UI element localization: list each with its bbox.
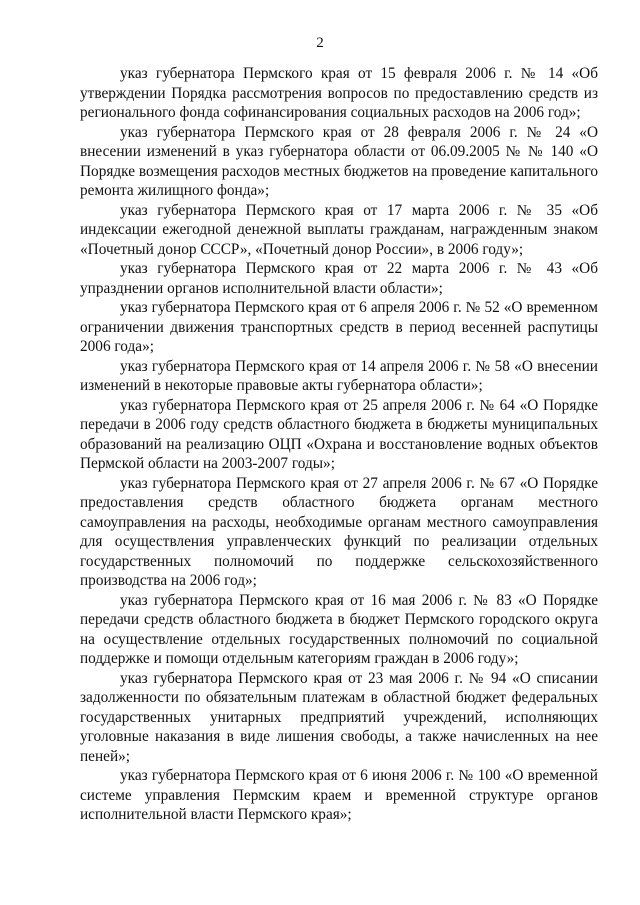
decree-paragraph: указ губернатора Пермского края от 14 апреля 2006 г. № 58 «О внесении изменений в некоторые правовые акты губернатора области»;	[80, 357, 598, 394]
decree-paragraph: указ губернатора Пермского края от 27 апреля 2006 г. № 67 «О Порядке предоставления средств областного бюджета органам местного самоуправления на расходы, необходимые органам местного самоуправления для осуществления управленческих функций по реализации отдельных государственных полномочий по поддержке сельскохозяйственного производства на 2006 год»;	[80, 474, 598, 589]
decree-paragraph: указ губернатора Пермского края от 6 апреля 2006 г. № 52 «О временном ограничении движения транспортных средств в период весенней распутицы 2006 года»;	[80, 299, 598, 355]
decree-paragraph: указ губернатора Пермского края от 17 марта 2006 г. № 35 «Об индексации ежегодной денежной выплаты гражданам, награжденным знаком «Почетный донор СССР», «Почетный донор России», в 2006 году»;	[80, 201, 598, 258]
decree-paragraph: указ губернатора Пермского края от 22 марта 2006 г. № 43 «Об упразднении органов исполнительной власти области»;	[80, 260, 598, 297]
decree-paragraph: указ губернатора Пермского края от 25 апреля 2006 г. № 64 «О Порядке передачи в 2006 году средств областного бюджета в бюджеты муниципальных образований на реализацию ОЦП «Охрана и восстановление водных объектов Пермской области на 2003-2007 годы»;	[80, 396, 598, 472]
decree-paragraph: указ губернатора Пермского края от 15 февраля 2006 г. № 14 «Об утверждении Порядка рассмотрения вопросов по предоставлению средств из регионального фонда софинансирования социальных расходов на 2006 год»;	[80, 65, 598, 121]
decree-paragraph: указ губернатора Пермского края от 6 июня 2006 г. № 100 «О временной системе управления Пермским краем и временной структуре органов исполнительной власти Пермского края»;	[80, 767, 598, 823]
page-number: 2	[316, 35, 324, 51]
decree-list	[80, 64, 598, 825]
decree-paragraph: указ губернатора Пермского края от 16 мая 2006 г. № 83 «О Порядке передачи средств областного бюджета в бюджет Пермского городского округа на осуществление отдельных государственных полномочий по социальной поддержке и помощи отдельным категориям граждан в 2006 году»;	[80, 591, 598, 667]
decree-paragraph: указ губернатора Пермского края от 28 февраля 2006 г. № 24 «О внесении изменений в указ губернатора области от 06.09.2005 № № 140 «О Порядке возмещения расходов местных бюджетов на проведение капитального ремонта жилищного фонда»;	[80, 123, 598, 199]
decree-paragraph: указ губернатора Пермского края от 23 мая 2006 г. № 94 «О списании задолженности по обязательным платежам в областной бюджет федеральных государственных унитарных предприятий учреждений, исполняющих уголовные наказания в виде лишения свободы, а также начисленных на нее пеней»;	[80, 669, 598, 765]
